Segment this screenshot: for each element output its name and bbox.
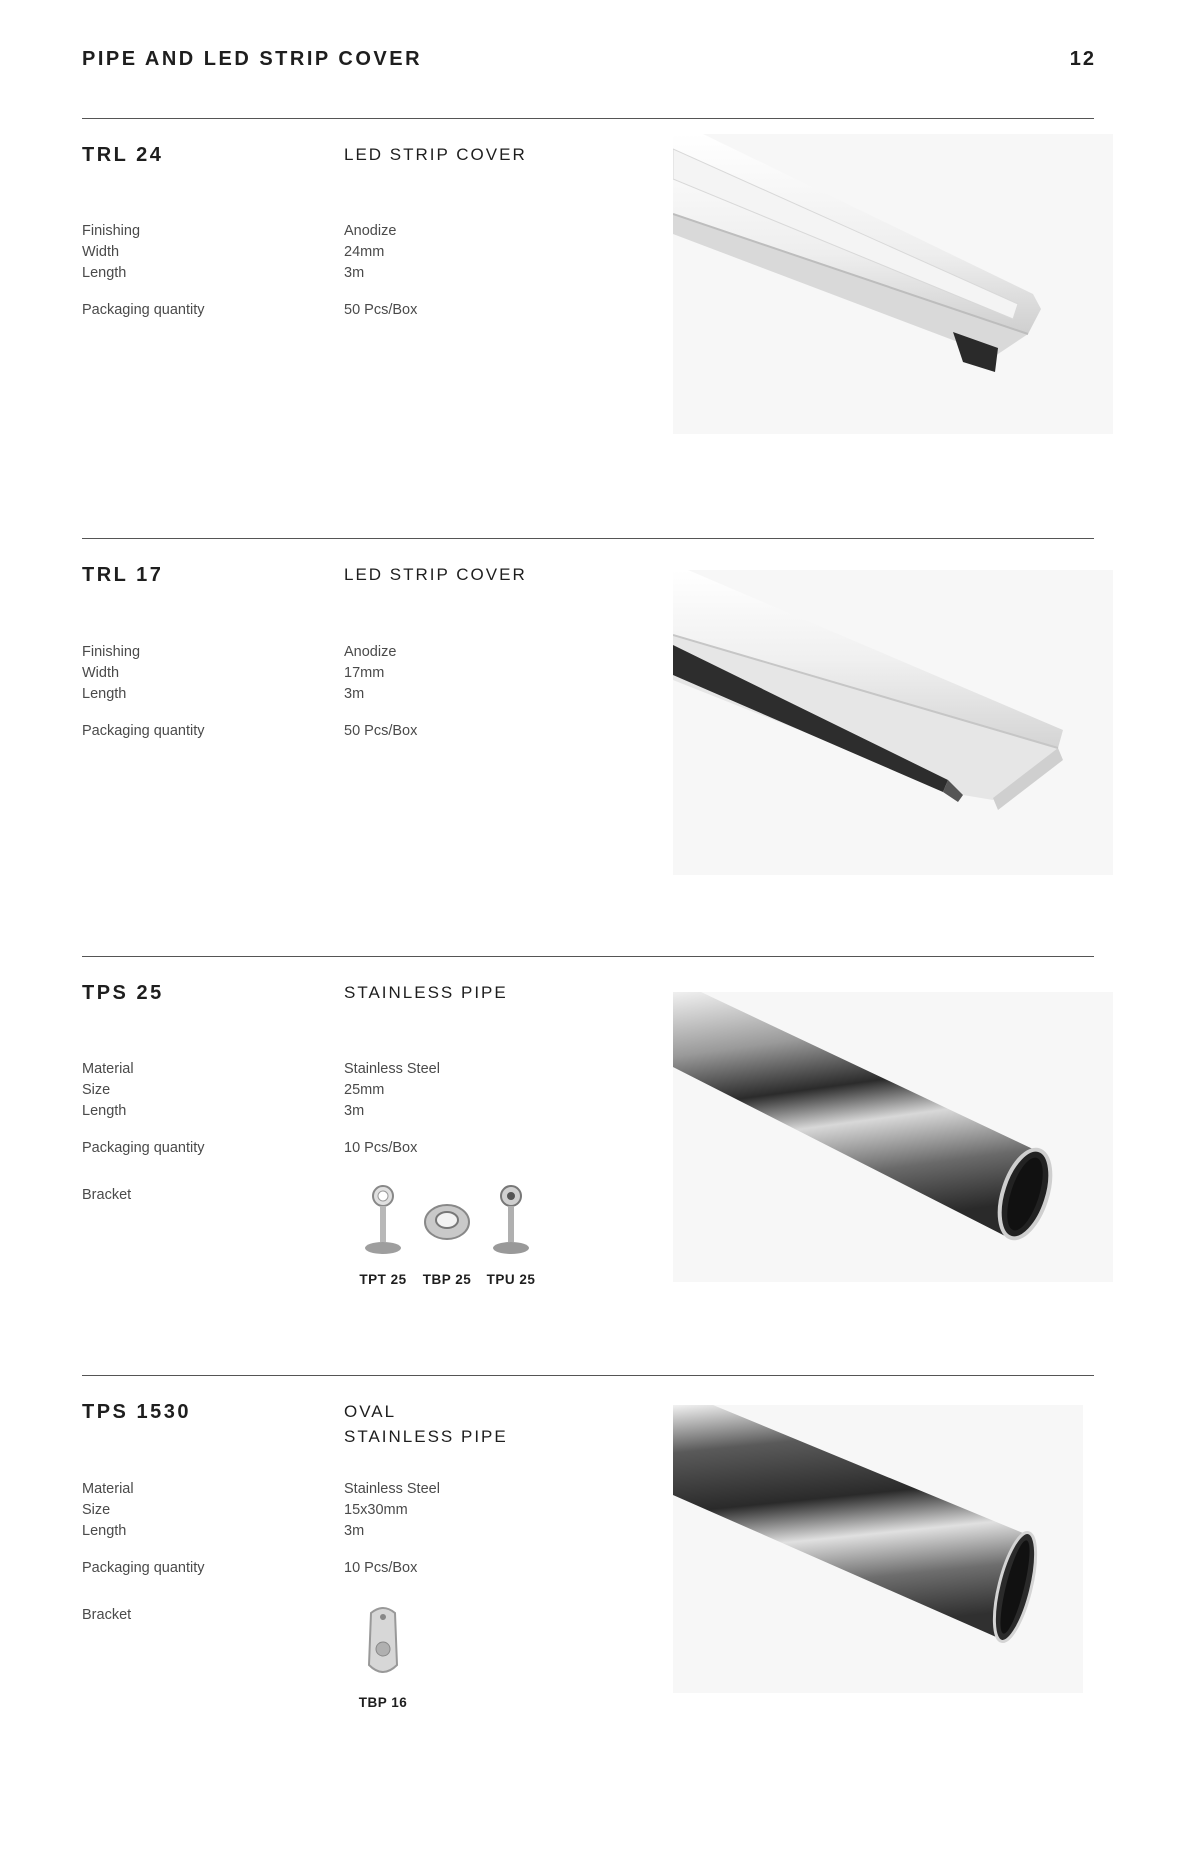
pipe-support-post-icon: [361, 1184, 405, 1258]
spec-label: Finishing: [82, 644, 141, 660]
section-divider: [82, 538, 1094, 539]
bracket-code: TBP 16: [358, 1695, 408, 1710]
page-title: PIPE AND LED STRIP COVER: [82, 48, 423, 70]
spec-label: Width: [82, 665, 120, 681]
section-divider: [82, 956, 1094, 957]
product-category: LED STRIP COVER: [344, 565, 527, 584]
bracket-code: TBP 25: [422, 1272, 472, 1287]
oval-stainless-pipe-photo: [673, 1405, 1083, 1693]
spec-value: 10 Pcs/Box: [344, 1140, 418, 1156]
spec-value: 50 Pcs/Box: [344, 723, 418, 739]
pipe-support-post-icon: [489, 1184, 533, 1258]
spec-label: Packaging quantity: [82, 1140, 205, 1156]
spec-value: 3m: [344, 686, 365, 702]
bracket-item: [348, 1184, 418, 1287]
spec-value: 3m: [344, 1103, 365, 1119]
section-divider: [82, 118, 1094, 119]
product-section-tps1530: [0, 1375, 1182, 1815]
spec-label: Packaging quantity: [82, 302, 205, 318]
product-section-tps25: [0, 956, 1182, 1376]
product-code: TPS 1530: [82, 1401, 191, 1423]
spec-label: Width: [82, 244, 120, 260]
spec-label: Material: [82, 1061, 134, 1077]
bracket-item: [348, 1603, 418, 1710]
bracket-label: Bracket: [82, 1607, 132, 1623]
product-category: LED STRIP COVER: [344, 145, 527, 164]
led-strip-cover-photo: [673, 134, 1113, 434]
product-code: TPS 25: [82, 982, 164, 1004]
spec-label: Packaging quantity: [82, 1560, 205, 1576]
spec-label: Length: [82, 686, 127, 702]
spec-value: 24mm: [344, 244, 385, 260]
spec-label: Packaging quantity: [82, 723, 205, 739]
spec-label: Finishing: [82, 223, 141, 239]
oval-pipe-bracket-icon: [361, 1603, 405, 1681]
product-section-trl17: [0, 538, 1182, 958]
bracket-item: [412, 1184, 482, 1287]
product-section-trl24: [0, 118, 1182, 538]
bracket-label: Bracket: [82, 1187, 132, 1203]
product-code: TRL 24: [82, 144, 164, 166]
bracket-code: TPU 25: [486, 1272, 536, 1287]
pipe-flange-ring-icon: [421, 1184, 473, 1258]
spec-label: Length: [82, 265, 127, 281]
page-number: 12: [1069, 48, 1096, 70]
spec-value: 3m: [344, 1523, 365, 1539]
spec-value: 15x30mm: [344, 1502, 408, 1518]
spec-value: Anodize: [344, 223, 397, 239]
spec-value: 50 Pcs/Box: [344, 302, 418, 318]
spec-label: Material: [82, 1481, 134, 1497]
spec-value: 3m: [344, 265, 365, 281]
spec-value: 25mm: [344, 1082, 385, 1098]
spec-value: 17mm: [344, 665, 385, 681]
product-category: OVAL STAINLESS PIPE: [344, 1402, 508, 1446]
spec-value: Stainless Steel: [344, 1481, 440, 1497]
spec-label: Size: [82, 1082, 111, 1098]
spec-label: Length: [82, 1103, 127, 1119]
spec-value: 10 Pcs/Box: [344, 1560, 418, 1576]
product-category: STAINLESS PIPE: [344, 983, 508, 1002]
spec-label: Length: [82, 1523, 127, 1539]
bracket-item: [476, 1184, 546, 1287]
spec-value: Anodize: [344, 644, 397, 660]
spec-value: Stainless Steel: [344, 1061, 440, 1077]
bracket-code: TPT 25: [359, 1272, 407, 1287]
product-code: TRL 17: [82, 564, 164, 586]
led-strip-cover-photo: [673, 570, 1113, 875]
section-divider: [82, 1375, 1094, 1376]
spec-label: Size: [82, 1502, 111, 1518]
round-stainless-pipe-photo: [673, 992, 1113, 1282]
